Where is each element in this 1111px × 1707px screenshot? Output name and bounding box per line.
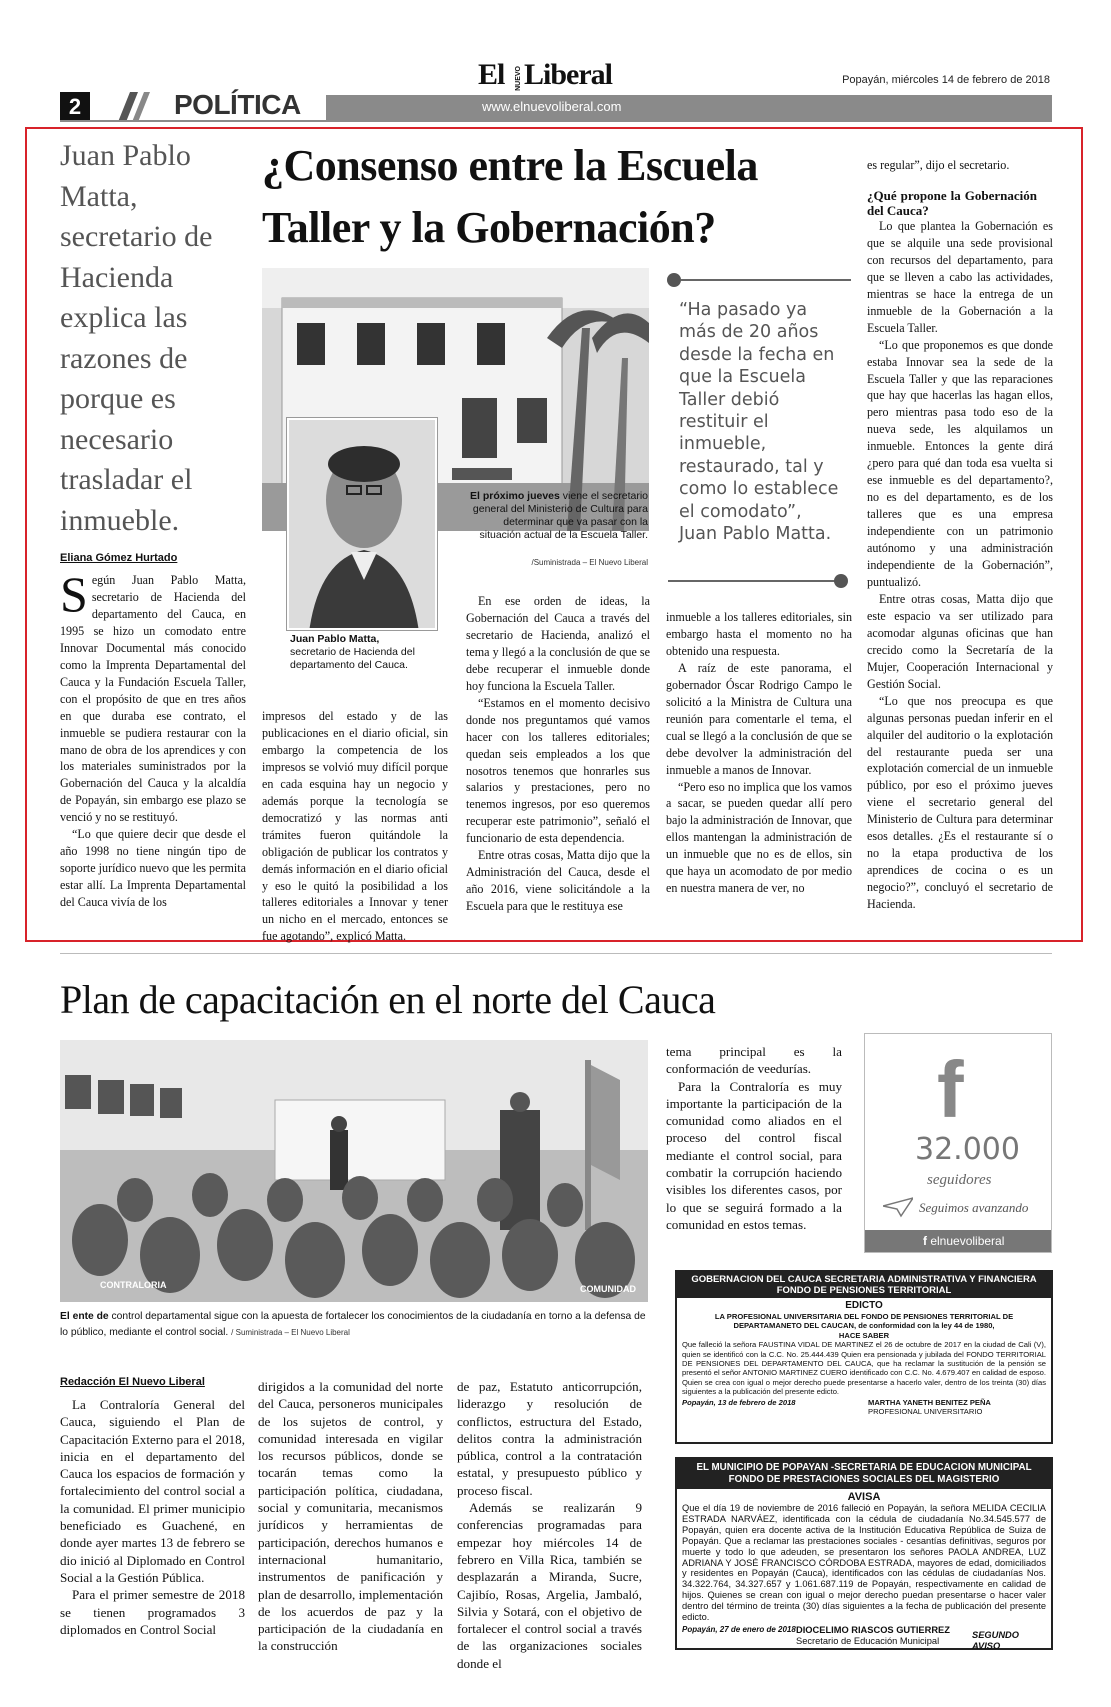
article1-col3-paragraph-3: Entre otras cosas, Matta dijo que la Administración del Cauca, desde el año 2016, viene solicitándole a la Escuela para que le restituya ese [466,848,650,914]
article1-column-2 [262,708,448,945]
notice2-signer-role: Secretario de Educación Municipal [796,1635,940,1646]
article2-headline: Plan de capacitación en el norte del Cauca [60,977,716,1022]
masthead [478,60,638,94]
notice1-body [677,1298,1051,1419]
article1-col3-paragraph-2: “Estamos en el momento decisivo donde nos preguntamos qué vamos hacer con los talleres editoriales; quedan seis empleados a los que nosotros tenemos que honrarles sus salarios y prestaciones, pero no tenemos ingresos, por eso queremos recuperar este patrimonio”, señaló el funcionario de esta dependencia. [466,695,650,846]
section-divider [60,953,1052,954]
article2-byline: Redacción El Nuevo Liberal [60,1376,205,1388]
article2-column-1 [60,1396,245,1638]
portrait-photo [287,418,437,630]
notice2-head-line-2: FONDO DE PRESTACIONES SOCIALES DEL MAGISTERIO [728,1474,1000,1485]
notice2-place-date: Popayán, 27 de enero de 2018 [682,1624,796,1634]
header-bar [326,95,1052,120]
notice1-hace-saber: HACE SABER [838,1330,890,1340]
header-bar-left [60,120,1052,122]
article1-byline: Eliana Gómez Hurtado [60,552,178,564]
notice2-text: Que el día 19 de noviembre de 2016 falleció en Popayán, la señora MELIDA CECILIA ESTRADA NARVÁEZ, identificada con la cédula de ciudadanía No.34.545.577 de Popayán, quien era docente activa de la Institución Educativa República de Suiza de Popayán. Que a reclamar las prestaciones sociales - cesantías definitivas, seguros por muerte y todo lo que adeuden, se presentaron los señores PAOLA ANDREA, LUZ ADRIANA Y JOSÉ FRANCISCO CÓRDOBA ESTRADA, mayores de edad, domiciliados y residentes en Popayán (Cauca), identificados con las cédulas de ciudadanías Nos. 34.322.764, 34.327.657 y 1.061.687.119 de Popayán, respectivamente en calidad de hijos. Quienes se crean con igual o mejor derecho puedan presentarse o hacer valer dentro del término de treinta (30) días siguientes a la fecha de publicación del presente edicto. [682,1503,1046,1623]
article2-col4-paragraph-1: tema principal es la conformación de veedurías. [666,1044,842,1077]
notice1-place-date: Popayán, 13 de febrero de 2018 [682,1397,796,1407]
article1-col1-paragraph-1: Según Juan Pablo Matta, secretario de Hacienda del departamento del Cauca, en 1995 se hizo un comodato entre Innovar Documental más conocido como la Imprenta Departamental del Cauca y la Fundación Escuela Taller, con el propósito de que en tres años en que duraba ese contrato, el inmueble se pudiera restaurar con la mano de obra de los aprendices y con los materiales suministrados por la Gobernación del Cauca y la alcaldía de Popayán, sin embargo ese plazo se venció y no se restituyó. [60,566,246,825]
notice1-title: EDICTO [845,1300,883,1311]
notice1-intro: LA PROFESIONAL UNIVERSITARIA DEL FONDO DE PENSIONES TERRITORIAL DE DEPARTAMANETO DEL CAUCAN, de conformidad con la ley 44 de 1980, [714,1312,1014,1331]
page-number: 2 [60,92,90,122]
facebook-promo[interactable] [864,1033,1052,1253]
quote-dot-top [667,273,681,287]
notice1-signer-role: PROFESIONAL UNIVERSITARIO [868,1406,983,1416]
facebook-count: 32.000 [915,1132,1020,1167]
dropcap: S [60,566,88,622]
pull-quote: “Ha pasado ya más de 20 años desde la fecha en que la Escuela Taller debió restituir el inmueble, restaurado, tal y como lo establece el comodato”, Juan Pablo Matta. [679,300,839,545]
section-title: POLÍTICA [174,89,301,120]
photo-banner-left: CONTRALORIA [100,1280,167,1290]
article2-column-2 [258,1378,443,1655]
article1-col5-paragraph-3: Entre otras cosas, Matta dijo que este espacio va ser utilizado para acomodar algunas oficinas que han crecido como la Secretaría de la Mujer, Cooperación Internacional y Gestión Social. [867,591,1053,691]
article2-column-3 [457,1378,642,1672]
facebook-followers: seguidores [927,1172,992,1188]
article1-col2-paragraph-1: impresos del estado y de las publicaciones en el diario oficial, sin embargo la competencia de los impresos se volvió muy difícil porque en cada esquina hay un negocio y además porque la tecnología se democratizó y las normas anti trámites fueron quitándole la obligación de publicar los contratos y demás información en el diario oficial y eso le quitó la posibilidad a los talleres editoriales a Innovar y tener un nicho en el mercado, entonces se fue agotando”, explicó Matta. [262,709,448,944]
article1-col5-paragraph-2: “Lo que proponemos es que donde estaba Innovar sea la sede de la Escuela Taller y que las reparaciones que hay que hacerlas las hagan ellos, pero mientras pasa todo eso de la nueva sede, les alquilamos un inmueble. Entonces la gente dirá ¿pero para qué dan toda esa vuelta si ese inmueble es del departamento?, no es del departamento, es de los talleres que es una empresa independiente con un patrimonio autónomo y una administración independiente de la Gobernación”, puntualizó. [867,337,1053,589]
seminar-caption-text: control departamental sigue con la apuesta de fortalecer los conocimientos de la ciudadanía en torno a la defensa de lo público, mediante el control social. [60,1311,646,1338]
notice1-head-line-1: GOBERNACION DEL CAUCA SECRETARIA ADMINISTRATIVA Y FINANCIERA [691,1274,1037,1285]
quote-rule-top [681,279,851,281]
article2-col2-paragraph-1: dirigidos a la comunidad del norte del Cauca, personeros municipales de los sujetos de control, y comunidad interesada en vigilar los recursos públicos, donde se tocarán temas como la participación política, ciudadana, social y comunitaria, mecanismos jurídicos y herramientas de participación, derechos humanos e internacional humanitario, instrumentos de panificación y plan de desarrollo, implementación de los acuerdos de paz y la participación de la ciudadanía en la construcción [258,1379,443,1654]
article1-col5-paragraph-0: es regular”, dijo el secretario. [867,158,1010,172]
facebook-footer[interactable] [865,1230,1051,1252]
article1-col3-paragraph-1: En ese orden de ideas, la Gobernación del Cauca a través del secretario de Hacienda, analizó el tema y llegó a la conclusión de que se debe recuperar el inmueble donde hoy funciona la Escuela Taller. [466,594,650,693]
logo-liberal: Liberal [524,58,612,91]
article1-col1-paragraph-2: “Lo que quiere decir que desde el año 1998 no tiene ningún tipo de soporte jurídico nuevo que les permita estar allí. La Imprenta Departamental del Cauca vivía de los [60,827,246,910]
article1-col4-paragraph-2: A raíz de este panorama, el gobernador Óscar Rodrigo Campo le solicitó a la Ministra de Cultura una reunión para comentarle el tema, el cual se llegó a la conclusión de que se debe devolver la administración del inmueble a manos de Innovar. [666,660,852,777]
portrait-caption [290,633,440,672]
notice2-title: AVISA [847,1491,881,1503]
headline-line-2: Taller y la Gobernación? [262,203,716,252]
paper-plane-icon [883,1196,913,1218]
seminar-photo-credit: / Suministrada – El Nuevo Liberal [231,1328,350,1337]
article1-col5-paragraph-1: Lo que plantea la Gobernación es que se alquile una sede provisional con recursos del departamento, para que se lleven a cabo las actividades, mientras se hace la entrega de un inmueble de la Gobernación a la Escuela Taller. [867,218,1053,335]
logo-el: El [478,58,505,91]
building-photo-caption [470,490,648,542]
article2-column-4 [666,1043,842,1233]
article1-col4-paragraph-3: “Pero eso no implica que los vamos a sacar, se pueden quedar allí pero bajo la administración de Innovar, que ellos mantengan la administración de un inmueble que no es de ellos, sin que haya un acomodato de por medio en nuestra manera de ver, no [666,779,852,896]
article2-col3-paragraph-2: Además se realizarán 9 conferencias programadas para empezar hoy miércoles 14 de febrero en Villa Rica, también se desplazarán a Miranda, Sucre, Cajibío, Rosas, Argelia, Jambaló, Silvia y Sotará, con el objetivo de fortalecer el control social a través de las organizaciones sociales donde el [457,1500,642,1671]
site-url[interactable]: www.elnuevoliberal.com [482,99,622,114]
article1-col4-paragraph-1: inmueble a los talleres editoriales, sin embargo hasta el momento no ha obtenido una respuesta. [666,610,852,658]
seminar-caption-bold: El ente de [60,1311,109,1322]
seminar-photo-caption [60,1309,650,1341]
article2-col4-paragraph-2: Para la Contraloría es muy importante la participación de la comunidad como aliados en el proceso del control fiscal mediante el control social, para combatir la corrupción haciendo visibles los diferentes casos, por lo que se seguirá formado a la comunidad en estos temas. [666,1078,842,1232]
facebook-handle: elnuevoliberal [930,1234,1005,1248]
photo-banner-right: COMUNIDAD [580,1284,636,1294]
notice1-head-line-2: FONDO DE PENSIONES TERRITORIAL [776,1285,952,1296]
photo-caption-text: viene el secretario general del Ministerio de Cultura para determinar que va pasar con la situación actual de la Escuela Taller. [472,490,649,541]
article2-col3-paragraph-1: de paz, Estatuto anticorrupción, liderazgo y resolución de conflictos, estructura del Estado, delitos contra la administración pública, control a la contratación estatal, y presupuesto público y proceso fiscal. [457,1379,642,1498]
portrait-caption-name: Juan Pablo Matta, [290,633,380,645]
legal-notice-2 [675,1457,1053,1650]
facebook-icon: f [937,1045,964,1134]
article2-col1-paragraph-1: La Contraloría General del Cauca, siguiendo el Plan de Capacitación Externo para el 2018, inicia en el departamento del Cauca los espacios de formación y fortalecimiento del control social a la comunidad. El primer municipio beneficiado es Guachené, en donde ayer martes 13 de febrero se dio inició al Diplomado en Control Social a la Gestión Pública. [60,1397,245,1585]
legal-notice-1 [675,1270,1053,1444]
notice2-signer: DIOCELIMO RIASCOS GUTIERREZ [796,1624,950,1635]
notice2-header [677,1459,1051,1489]
notice2-head-line-1: EL MUNICIPIO DE POPAYAN -SECRETARIA DE EDUCACION MUNICIPAL [696,1462,1032,1473]
headline-line-1: ¿Consenso entre la Escuela [262,141,758,190]
photo-caption-bold: El próximo jueves [470,490,560,502]
facebook-small-icon: f [923,1234,927,1248]
section-slash-icon [116,92,156,122]
article1-column-1 [60,566,246,911]
notice2-body [677,1489,1051,1651]
notice1-signer: MARTHA YANETH BENITEZ PEÑA [868,1397,991,1407]
quote-dot-bottom [834,574,848,588]
article1-headline [262,135,862,259]
article1-col5-paragraph-4: “Lo que nos preocupa es que algunas personas puedan inferir en el alquiler del auditorio o la explotación del restaurante pueda ser una explotación comercial de un inmueble público, por eso el próximo jueves viene el secretario general del Ministerio de Cultura para determinar esos detalles. ¿Es el restaurante sí o no la etapa productiva de los aprendices de cocina o es un negocio?”, concluyó el secretario de Hacienda. [867,693,1053,912]
notice1-text: Que falleció la señora FAUSTINA VIDAL DE MARTINEZ el 26 de octubre de 2017 en la ciudad de Cali (V), quien se identificó con la C.C. No. 25.444.439 Quien era pensionada y jubilada del FONDO TERRITORIAL DE PENSIONES DEL DEPARTAMENTO DEL CAUCA, que ha reclamar la sustitución de la pensión se presentó el señor ANTONIO MARTINEZ CUERO identificado con C.C. No. 4.679.407 en calidad de esposo. Quien se crea con igual o mejor derecho puede presentarse a hacerlo valer, dentro de los treinta (30) días siguientes a la publicación del presente edicto. [682,1340,1046,1397]
article1-column-4 [666,609,852,897]
issue-date: Popayán, miércoles 14 de febrero de 2018 [842,74,1050,86]
notice1-header [677,1272,1051,1298]
seminar-photo [60,1040,648,1302]
logo-nuevo: NUEVO [515,66,522,91]
article2-col1-paragraph-2: Para el primer semestre de 2018 se tienen programados 3 diplomados en Control Social [60,1587,245,1637]
notice2-tag: SEGUNDO AVISO [972,1629,1020,1651]
article1-deck: Juan Pablo Matta, secretario de Hacienda explica las razones de porque es necesario trasladar el inmueble. [60,139,213,537]
quote-rule-bottom [668,580,838,582]
article1-column-5 [867,157,1053,913]
facebook-slogan: Seguimos avanzando [919,1200,1029,1215]
photo-credit: /Suministrada – El Nuevo Liberal [531,558,648,567]
article1-subhead: ¿Qué propone la Gobernación del Cauca? [867,187,1037,218]
article1-column-3 [466,593,650,915]
portrait-caption-role: secretario de Hacienda del departamento del Cauca. [290,646,415,671]
